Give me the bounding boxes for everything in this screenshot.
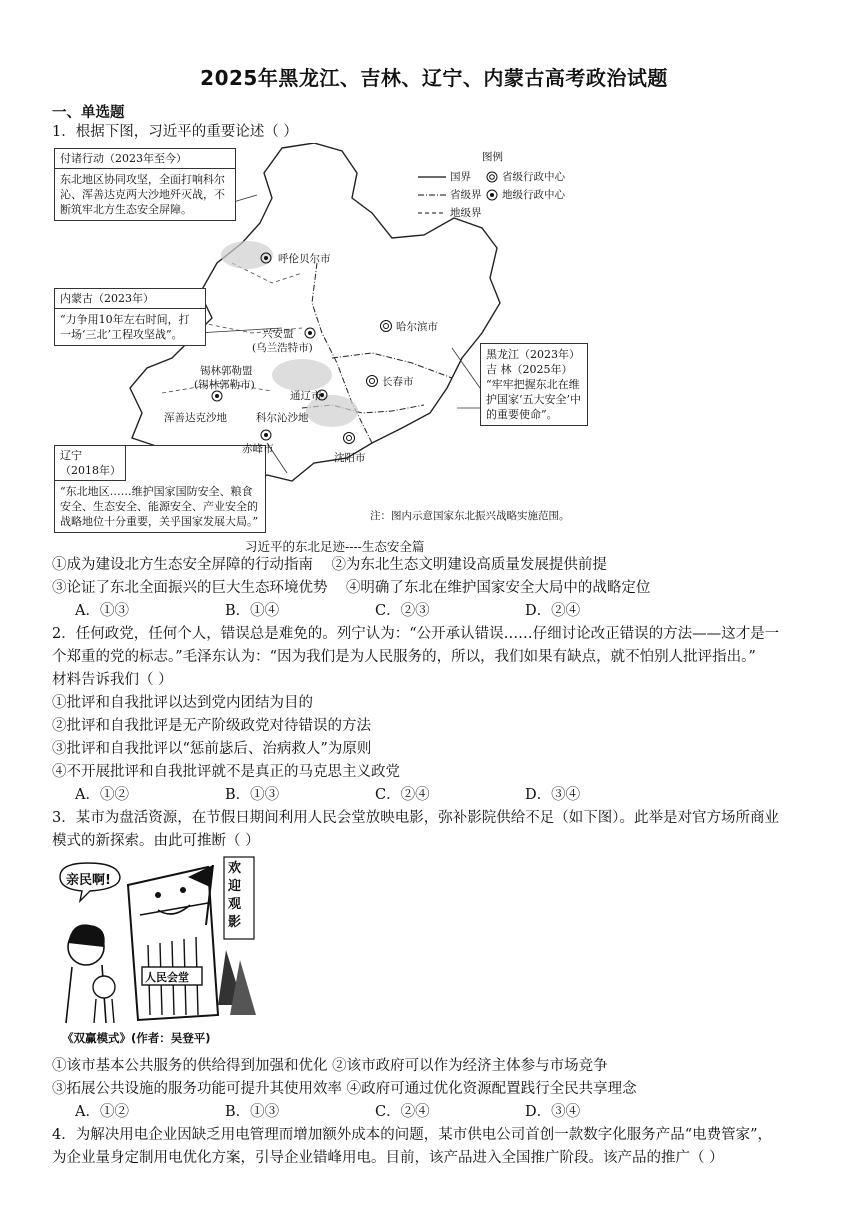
q3-cartoon [58, 855, 258, 1025]
q3-statement-3-4: ③拓展公共设施的服务功能可提升其使用效率 ④政府可通过优化资源配置践行全民共享理念 [52, 1081, 637, 1097]
callout-hlj-head: 黑龙江（2023年） [486, 348, 580, 361]
callout-jl-head: 吉 林（2025年） [486, 363, 573, 376]
label-xinganmeng-city: (乌兰浩特市) [252, 342, 313, 354]
q3-statement-1-2: ①该市基本公共服务的供给得到加强和优化 ②该市政府可以作为经济主体参与市场竞争 [52, 1058, 608, 1074]
label-shenyang: 沈阳市 [334, 452, 366, 464]
city-marker-chifeng [261, 430, 271, 440]
q2-option-b[interactable]: B．①③ [225, 787, 280, 803]
callout-liaoning-body: “东北地区……维护国家国防安全、粮食安全、生态安全、能源安全、产业安全的战略地位十分重要，关乎国家发展大局。” [60, 485, 259, 528]
label-xinganmeng: 兴安盟 [262, 328, 294, 340]
q3-option-d[interactable]: D．③④ [525, 1104, 581, 1120]
callout-neimenggu [54, 288, 206, 346]
map-caption: 习近平的东北足迹----生态安全篇 [245, 539, 425, 554]
q2-line-2: 个郑重的党的标志。”毛泽东认为：“因为我们是为人民服务的，所以，我们如果有缺点，就不怕别人批评指出。” [52, 649, 756, 665]
cartoon-caption: 《双赢模式》(作者：吴登平) [62, 1031, 211, 1045]
label-hulunbuir: 呼伦贝尔市 [278, 253, 331, 265]
q3-options [75, 1102, 675, 1122]
callout-action [54, 148, 236, 221]
city-marker-changchun [367, 376, 378, 387]
q2-s3: ③批评和自我批评以“惩前毖后、治病救人”为原则 [52, 741, 372, 757]
callout-hlj-body: “牢牢把握东北在维护国家‘五大安全’中的重要使命”。 [486, 378, 581, 421]
callout-heilongjiang-jilin [480, 343, 588, 426]
q1-stem: 1．根据下图，习近平的重要论述（ ） [52, 124, 298, 140]
desert-area [221, 241, 273, 269]
desert-area [272, 359, 332, 391]
legend-prefecture-center: 地级行政中心 [502, 189, 565, 201]
legend-national: 国界 [450, 171, 471, 183]
q2-options [75, 785, 675, 805]
q3-option-c[interactable]: C．②④ [375, 1104, 430, 1120]
q1-statement-1-2 [52, 555, 607, 575]
legend-provincial-center: 省级行政中心 [502, 171, 565, 183]
cartoon-bubble-text: 亲民啊! [66, 873, 111, 888]
label-hunshandake: 浑善达克沙地 [164, 412, 227, 424]
city-marker-xinganmeng [305, 328, 315, 338]
label-xilingol: 锡林郭勒盟 [200, 365, 253, 377]
map-note: 注：图内示意国家东北振兴战略实施范围。 [370, 510, 570, 522]
q3-option-a[interactable]: A．①② [75, 1104, 129, 1120]
callout-action-head: 付诸行动（2023年至今） [55, 149, 235, 169]
q1-option-b[interactable]: B．①④ [225, 603, 280, 619]
legend-border-labels [450, 169, 482, 221]
q2-line-1: 2．任何政党，任何个人，错误总是难免的。列宁认为：“公开承认错误……仔细讨论改正错误的方法——这才是一 [52, 626, 780, 642]
label-changchun: 长春市 [382, 376, 414, 388]
label-xilingol-city: (锡林郭勒市) [194, 379, 255, 391]
city-marker-shenyang [344, 433, 355, 444]
q1-options [75, 601, 675, 621]
q1-s1: ①成为建设北方生态安全屏障的行动指南 [52, 557, 313, 573]
legend-center-labels [502, 169, 565, 203]
legend-prefecture-icon [487, 190, 497, 200]
cartoon-banner-text: 欢迎观影 [228, 861, 242, 930]
q1-option-a[interactable]: A．①③ [75, 603, 129, 619]
legend-provincial-icon [487, 172, 497, 182]
callout-liaoning-head: 辽宁（2018年） [55, 446, 126, 481]
q2-s2: ②批评和自我批评是无产阶级政党对待错误的方法 [52, 718, 371, 734]
q1-statement-3-4 [52, 578, 650, 598]
q1-s3: ③论证了东北全面振兴的巨大生态环境优势 [52, 580, 328, 596]
q3-option-b[interactable]: B．①③ [225, 1104, 280, 1120]
page-title: 2025年黑龙江、吉林、辽宁、内蒙古高考政治试题 [200, 66, 668, 90]
q4-line-2: 为企业量身定制用电优化方案，引导企业错峰用电。目前，该产品进入全国推广阶段。该产品的推广（ ） [52, 1150, 724, 1166]
legend-prefecture: 地级界 [450, 207, 482, 219]
legend-title: 图例 [482, 151, 503, 163]
city-marker-xilingol [212, 391, 222, 401]
q2-s1: ①批评和自我批评以达到党内团结为目的 [52, 695, 313, 711]
q3-line-1: 3．某市为盘活资源，在节假日期间利用人民会堂放映电影，弥补影院供给不足（如下图）。此举是对官方场所商业 [52, 810, 779, 826]
q3-line-2: 模式的新探索。由此可推断（ ） [52, 833, 260, 849]
q1-option-c[interactable]: C．②③ [375, 603, 430, 619]
cartoon-building-sign: 人民会堂 [145, 971, 189, 984]
callout-neimenggu-head: 内蒙古（2023年） [55, 289, 205, 309]
callout-liaoning [54, 445, 266, 533]
legend-provincial: 省级界 [450, 189, 482, 201]
q2-option-d[interactable]: D．③④ [525, 787, 581, 803]
q2-line-3: 材料告诉我们（ ） [52, 672, 173, 688]
q2-option-c[interactable]: C．②④ [375, 787, 430, 803]
q1-option-d[interactable]: D．②④ [525, 603, 581, 619]
label-tongliao: 通辽市 [290, 390, 322, 402]
q1-s4: ④明确了东北在维护国家安全大局中的战略定位 [345, 580, 651, 596]
callout-action-body: 东北地区协同攻坚，全面打响科尔沁、浑善达克两大沙地歼灭战，不断筑牢北方生态安全屏障。 [60, 173, 225, 216]
label-horqin: 科尔沁沙地 [256, 412, 309, 424]
q2-s4: ④不开展批评和自我批评就不是真正的马克思主义政党 [52, 764, 400, 780]
q1-s2: ②为东北生态文明建设高质量发展提供前提 [331, 557, 607, 573]
label-harbin: 哈尔滨市 [396, 321, 438, 333]
city-marker-harbin [381, 321, 392, 332]
label-chifeng: 赤峰市 [242, 443, 274, 455]
callout-neimenggu-body: “力争用10年左右时间，打一场‘三北’工程攻坚战”。 [60, 313, 190, 341]
q2-option-a[interactable]: A．①② [75, 787, 129, 803]
q1-map-figure [52, 143, 592, 543]
q4-line-1: 4．为解决用电企业因缺乏用电管理而增加额外成本的问题，某市供电公司首创一款数字化服务产品“电费管家”， [52, 1127, 773, 1143]
section-heading: 一、单选题 [52, 105, 125, 121]
